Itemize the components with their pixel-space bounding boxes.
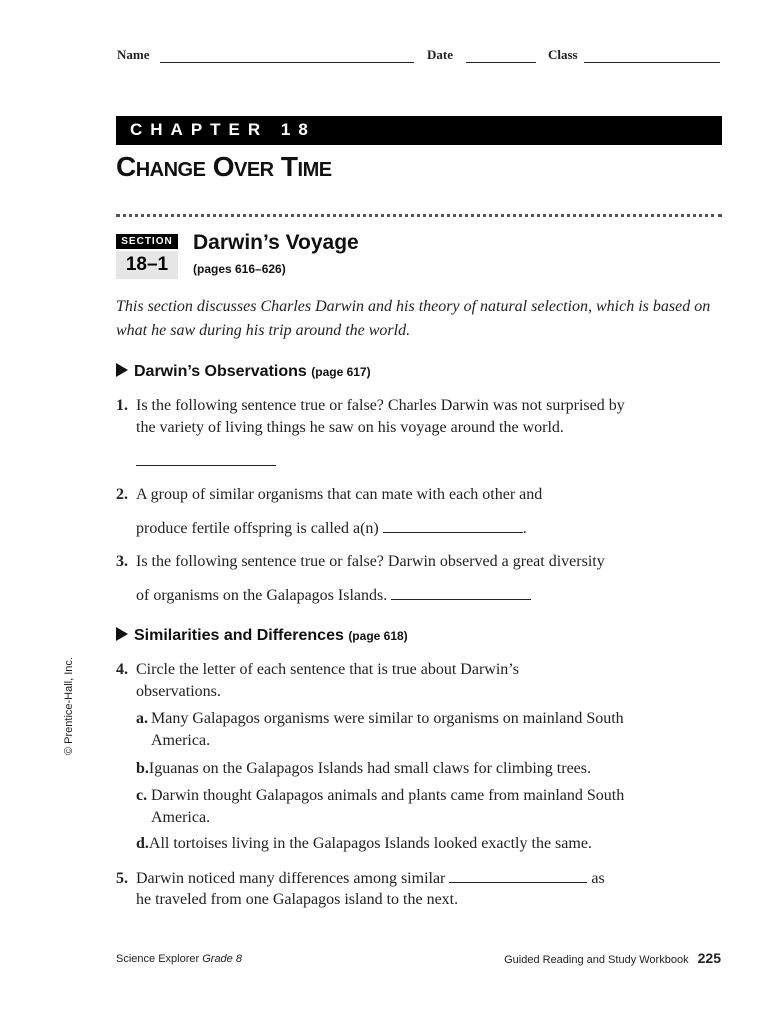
question-5-line2: he traveled from one Galapagos island to the next.	[136, 891, 459, 908]
question-number: 2.	[116, 486, 128, 503]
question-text-line1: A group of similar organisms that can mate with each other and	[136, 486, 543, 503]
option-b[interactable]	[136, 758, 636, 780]
question-text-line1	[136, 868, 605, 890]
footer-grade: Grade 8	[202, 953, 242, 965]
section-pages: (pages 616–626)	[193, 262, 286, 276]
question-number: 4.	[116, 661, 128, 678]
option-letter: c.	[136, 787, 148, 804]
question-text: Circle the letter of each sentence that is true about Darwin’s observations.	[136, 661, 519, 700]
class-label: Class	[548, 47, 578, 62]
question-2-line2	[136, 518, 527, 540]
question-1	[116, 395, 656, 475]
question-number: 1.	[116, 397, 128, 414]
question-text-line2: of organisms on the Galapagos Islands.	[136, 587, 388, 604]
option-c[interactable]	[136, 785, 636, 826]
copyright-credit: © Prentice-Hall, Inc.	[63, 657, 75, 755]
chapter-title: Change Over Time	[116, 151, 332, 182]
page-number: 225	[697, 950, 721, 966]
option-text: Iguanas on the Galapagos Islands had small claws for climbing trees.	[148, 760, 592, 777]
question-text-line2: produce fertile offspring is called a(n)	[136, 520, 379, 537]
question-text-after: as	[591, 870, 605, 887]
name-blank[interactable]	[160, 62, 414, 63]
triangle-bullet-icon	[116, 363, 128, 377]
answer-blank-1[interactable]	[136, 465, 276, 466]
option-text: All tortoises living in the Galapagos Islands looked exactly the same.	[148, 835, 592, 852]
footer-left	[116, 953, 242, 965]
option-letter: d.	[136, 835, 149, 852]
question-text: Is the following sentence true or false? Charles Darwin was not surprised by the variety of living things he saw on his voyage around the world.	[136, 397, 625, 436]
question-number: 5.	[116, 870, 128, 887]
option-text: Many Galapagos organisms were similar to organisms on mainland South America.	[151, 710, 624, 749]
subhead-page: (page 617)	[311, 365, 371, 379]
question-3-line2	[136, 585, 531, 607]
subhead-title: Similarities and Differences	[134, 627, 344, 644]
name-label: Name	[117, 47, 150, 62]
period: .	[522, 520, 527, 537]
dotted-divider	[116, 214, 722, 217]
date-label: Date	[427, 47, 453, 62]
question-4	[116, 659, 656, 705]
class-blank[interactable]	[584, 62, 720, 63]
subhead-page: (page 618)	[348, 629, 408, 643]
section-number: 18–1	[116, 251, 178, 279]
footer-book-title: Science Explorer	[116, 953, 200, 965]
question-number: 3.	[116, 553, 128, 570]
subhead-observations	[116, 363, 371, 381]
subhead-similarities	[116, 627, 408, 645]
option-letter: a.	[136, 710, 148, 727]
option-a[interactable]	[136, 708, 636, 749]
option-letter: b.	[136, 760, 149, 777]
subhead-title: Darwin’s Observations	[134, 363, 307, 380]
answer-blank-2[interactable]	[383, 532, 523, 533]
date-blank[interactable]	[466, 62, 536, 63]
option-text: Darwin thought Galapagos animals and plants came from mainland South America.	[151, 787, 625, 826]
section-intro: This section discusses Charles Darwin and his theory of natural selection, which is based on what he saw during his trip around the world.	[116, 298, 711, 339]
option-d[interactable]	[136, 833, 636, 855]
footer-right	[504, 950, 721, 966]
chapter-bar	[116, 116, 722, 145]
triangle-bullet-icon	[116, 627, 128, 641]
answer-blank-3[interactable]	[391, 599, 531, 600]
section-badge	[116, 234, 178, 282]
footer-workbook-title: Guided Reading and Study Workbook	[504, 954, 689, 966]
answer-blank-5[interactable]	[449, 882, 587, 883]
question-text-before: Darwin noticed many differences among similar	[136, 870, 446, 887]
section-title: Darwin’s Voyage	[193, 231, 359, 254]
question-text-line1: Is the following sentence true or false? Darwin observed a great diversity	[136, 553, 605, 570]
section-tag: SECTION	[116, 234, 178, 249]
chapter-label: CHAPTER 18	[130, 120, 316, 139]
